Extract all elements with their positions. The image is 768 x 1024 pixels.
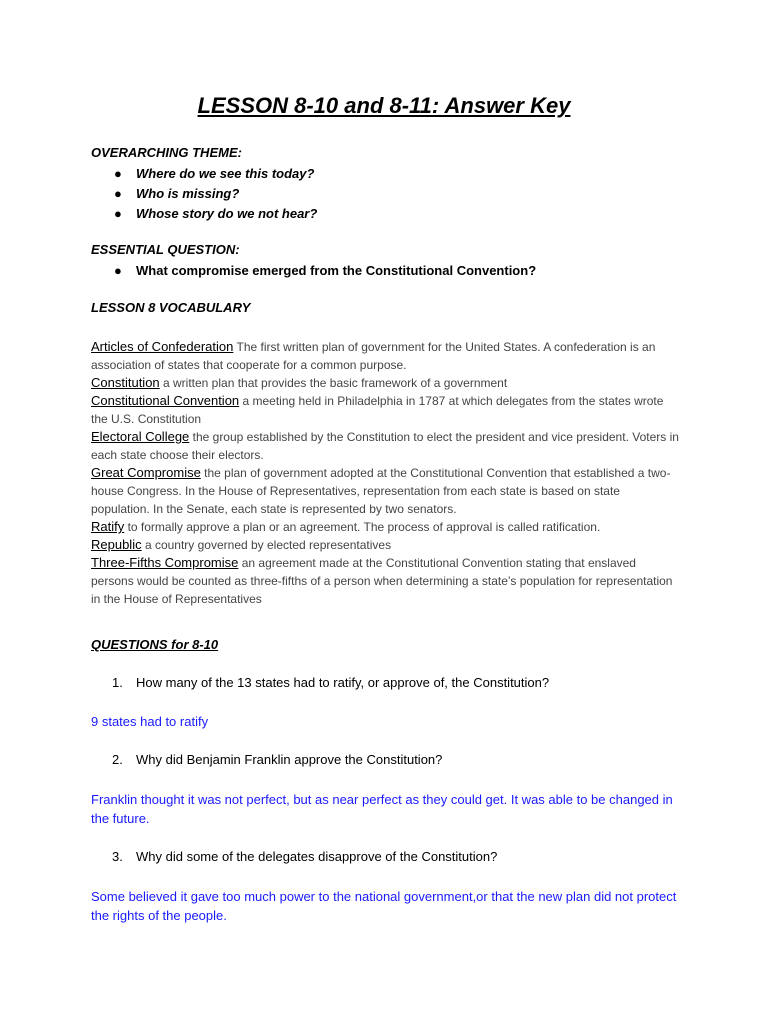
question-text: Why did Benjamin Franklin approve the Constitution? <box>136 752 443 767</box>
list-item-text: What compromise emerged from the Constitutional Convention? <box>136 263 537 278</box>
vocab-entry <box>91 392 681 428</box>
vocab-term: Great Compromise <box>91 465 201 480</box>
vocab-definition: a country governed by elected representatives <box>144 538 392 552</box>
list-item-text: Where do we see this today? <box>136 166 315 181</box>
questions-heading: QUESTIONS for 8-10 <box>91 637 219 652</box>
vocab-definition: an agreement made at the Constitutional Convention stating that enslaved persons would be counted as three-fifths of a person when determining a state’s population for representation in the House of Representatives <box>91 556 673 606</box>
essential-question-heading: ESSENTIAL QUESTION: <box>91 242 240 257</box>
vocab-definition: the plan of government adopted at the Constitutional Convention that established a two-house Congress. In the House of Representatives, representation from each state is based on state population. In the Senate, each state is represented by two senators. <box>91 466 671 516</box>
list-item <box>91 184 317 204</box>
vocab-entry <box>91 374 681 392</box>
vocab-term: Ratify <box>91 519 125 534</box>
answer-text: Some believed it gave too much power to the national government,or that the new plan did not protect the rights of the people. <box>91 889 677 923</box>
vocab-term: Electoral College <box>91 429 190 444</box>
vocab-entry <box>91 536 681 554</box>
bullet-icon: ● <box>114 206 122 221</box>
vocab-definition: to formally approve a plan or an agreement. The process of approval is called ratification. <box>127 520 601 534</box>
overarching-theme-heading: OVERARCHING THEME: <box>91 145 242 160</box>
vocab-term: Republic <box>91 537 142 552</box>
essential-question-list <box>91 261 536 281</box>
vocab-entry <box>91 554 681 608</box>
question-number: 3. <box>112 849 123 864</box>
list-item <box>91 204 317 224</box>
list-item-text: Who is missing? <box>136 186 240 201</box>
bullet-icon: ● <box>114 186 122 201</box>
vocabulary-heading: LESSON 8 VOCABULARY <box>91 300 251 315</box>
vocab-definition: a meeting held in Philadelphia in 1787 at which delegates from the states wrote the U.S. Constitution <box>91 394 664 426</box>
vocab-term: Constitution <box>91 375 160 390</box>
vocab-entry <box>91 464 681 518</box>
answer-text: Franklin thought it was not perfect, but as near perfect as they could get. It was able to be changed in the future. <box>91 792 673 826</box>
question-text: Why did some of the delegates disapprove of the Constitution? <box>136 849 498 864</box>
page-title: LESSON 8-10 and 8-11: Answer Key <box>197 93 571 118</box>
vocab-entry <box>91 338 681 374</box>
essential-question-section <box>91 242 536 281</box>
answer-text: 9 states had to ratify <box>91 714 209 729</box>
vocabulary-list <box>91 338 681 608</box>
question-item <box>112 849 497 864</box>
vocab-definition: the group established by the Constitution to elect the president and vice president. Voters in each state choose their electors. <box>91 430 679 462</box>
vocab-entry <box>91 518 681 536</box>
question-text: How many of the 13 states had to ratify, or approve of, the Constitution? <box>136 675 550 690</box>
list-item-text: Whose story do we not hear? <box>136 206 318 221</box>
overarching-theme-section <box>91 145 317 224</box>
question-item <box>112 675 549 690</box>
bullet-icon: ● <box>114 166 122 181</box>
vocab-term: Constitutional Convention <box>91 393 240 408</box>
vocab-entry <box>91 428 681 464</box>
question-number: 2. <box>112 752 123 767</box>
vocab-term: Articles of Confederation <box>91 339 234 354</box>
overarching-theme-list <box>91 164 317 224</box>
list-item <box>91 261 536 281</box>
bullet-icon: ● <box>114 263 122 278</box>
vocab-term: Three-Fifths Compromise <box>91 555 239 570</box>
question-item <box>112 752 442 767</box>
question-number: 1. <box>112 675 123 690</box>
list-item <box>91 164 317 184</box>
vocab-definition: The first written plan of government for the United States. A confederation is an association of states that cooperate for a common purpose. <box>91 340 656 372</box>
vocab-definition: a written plan that provides the basic framework of a government <box>163 376 508 390</box>
